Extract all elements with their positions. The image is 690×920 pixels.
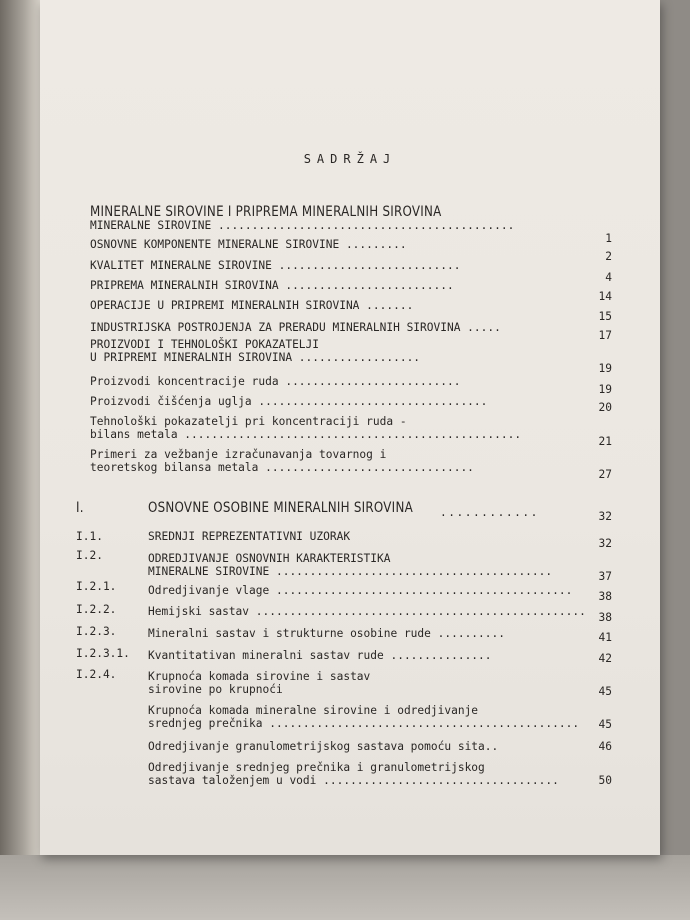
- toc-page-number: 37: [598, 570, 612, 583]
- toc-page-number: 14: [598, 290, 612, 303]
- part-heading-2: OSNOVNE OSOBINE MINERALNIH SIROVINA: [148, 500, 413, 516]
- toc-page-number: 50: [598, 774, 612, 787]
- toc-entry: Proizvodi čišćenja uglja ..................................: [90, 395, 488, 408]
- section-number: I.2.3.: [76, 625, 117, 638]
- toc-page-number: 41: [598, 631, 612, 644]
- section-number: I.2.2.: [76, 603, 117, 616]
- toc-entry: PRIPREMA MINERALNIH SIROVINA .........................: [90, 279, 454, 292]
- toc-page-number: 38: [598, 590, 612, 603]
- toc-entry: Tehnološki pokazatelji pri koncentraciji ruda -: [90, 415, 407, 428]
- toc-entry: INDUSTRIJSKA POSTROJENJA ZA PRERADU MINERALNIH SIROVINA .....: [90, 321, 501, 334]
- table-surface: [0, 855, 690, 920]
- toc-page-number: 4: [605, 271, 612, 284]
- toc-entry: Proizvodi koncentracije ruda ..........................: [90, 375, 461, 388]
- section-number: I.2.4.: [76, 668, 117, 681]
- toc-page-number: 46: [598, 740, 612, 753]
- book-page: [40, 0, 660, 855]
- toc-page-number: 45: [598, 685, 612, 698]
- toc-entry: PROIZVODI I TEHNOLOŠKI POKAZATELJI: [90, 338, 320, 351]
- toc-entry: Odredjivanje srednjeg prečnika i granulometrijskog: [148, 761, 485, 774]
- toc-entry-continued: MINERALNE SIROVINE .........................................: [148, 565, 553, 578]
- toc-page-number: 2: [605, 250, 612, 263]
- toc-entry-continued: sirovine po krupnoći: [148, 683, 283, 696]
- toc-entry: OSNOVNE KOMPONENTE MINERALNE SIROVINE .........: [90, 238, 407, 251]
- section-number: I.2.: [76, 549, 103, 562]
- section-number: I.1.: [76, 530, 103, 543]
- toc-entry: OPERACIJE U PRIPREMI MINERALNIH SIROVINA .......: [90, 299, 414, 312]
- toc-entry: Odredjivanje vlage ............................................: [148, 584, 573, 597]
- toc-page-number: 32: [598, 537, 612, 550]
- toc-entry-continued: teoretskog bilansa metala ...............................: [90, 461, 474, 474]
- part-number: I.: [76, 500, 84, 516]
- toc-entry-continued: bilans metala ..................................................: [90, 428, 522, 441]
- toc-entry: Krupnoća komada mineralne sirovine i odredjivanje: [148, 704, 479, 717]
- toc-entry-continued: sastava taloženjem u vodi ...................................: [148, 774, 559, 787]
- toc-entry: MINERALNE SIROVINE ............................................: [90, 219, 515, 232]
- toc-entry-continued: U PRIPREMI MINERALNIH SIROVINA ..................: [90, 351, 421, 364]
- section-number: I.2.1.: [76, 580, 117, 593]
- toc-page-number: 42: [598, 652, 612, 665]
- toc-entry: Odredjivanje granulometrijskog sastava pomoću sita..: [148, 740, 499, 753]
- toc-entry: Krupnoća komada sirovine i sastav: [148, 670, 371, 683]
- toc-title: SADRŽAJ: [303, 152, 397, 166]
- toc-page-number: 32: [598, 510, 612, 523]
- toc-page-number: 21: [598, 435, 612, 448]
- toc-entry: SREDNJI REPREZENTATIVNI UZORAK: [148, 530, 351, 543]
- toc-page-number: 45: [598, 718, 612, 731]
- book-edge-shadow: [0, 0, 40, 920]
- part-heading-1: MINERALNE SIROVINE I PRIPREMA MINERALNIH SIROVINA: [90, 204, 442, 220]
- toc-entry: KVALITET MINERALNE SIROVINE ...........................: [90, 259, 461, 272]
- toc-entry: Primeri za vežbanje izračunavanja tovarnog i: [90, 448, 387, 461]
- toc-page-number: 19: [598, 383, 612, 396]
- toc-page-number: 15: [598, 310, 612, 323]
- toc-entry: Mineralni sastav i strukturne osobine rude ..........: [148, 627, 505, 640]
- toc-page-number: 38: [598, 611, 612, 624]
- toc-page-number: 19: [598, 362, 612, 375]
- toc-page-number: 17: [598, 329, 612, 342]
- part-heading-2-dots: ............: [440, 506, 539, 519]
- toc-page-number: 1: [605, 232, 612, 245]
- toc-page-number: 20: [598, 401, 612, 414]
- toc-entry-continued: srednjeg prečnika ..............................................: [148, 717, 580, 730]
- toc-page-number: 27: [598, 468, 612, 481]
- toc-entry: Hemijski sastav .................................................: [148, 605, 586, 618]
- toc-entry: Kvantitativan mineralni sastav rude ...............: [148, 649, 492, 662]
- toc-entry: ODREDJIVANJE OSNOVNIH KARAKTERISTIKA: [148, 552, 391, 565]
- section-number: I.2.3.1.: [76, 647, 130, 660]
